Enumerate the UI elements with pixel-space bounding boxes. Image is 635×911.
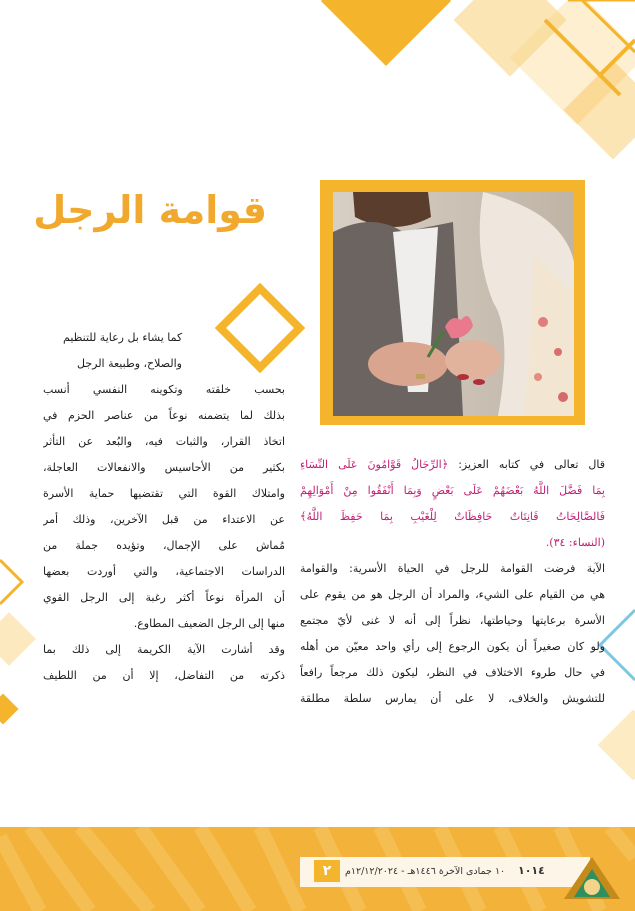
quran-verse-part-1: ﴿الرِّجَالُ قَوَّامُونَ عَلَى النِّسَاءِ [300, 458, 449, 471]
quote-line-1 [300, 452, 605, 478]
intro-text: قال تعالى في كتابه العزيز: [448, 458, 605, 471]
right-line-1: الآية فرضت القوامة للرجل في الحياة الأسرية: والقوامة [300, 562, 605, 575]
magazine-logo [560, 853, 624, 901]
left-line-14: ذكرته من التفاضل، إلا أن من اللطيف [43, 669, 285, 682]
left-line-5: اتخاذ القرار، والثبات فيه، والبُعد عن التأثر [43, 435, 285, 448]
left-line-13: وقد أشارت الآية الكريمة إلى ذلك بما [43, 643, 285, 656]
right-line-6: للتشويش والخلاف، لا على أن يمارس سلطة مطلقة [300, 692, 605, 705]
left-line-1: كما يشاء بل رعاية للتنظيم [63, 331, 183, 344]
left-line-3: بحسب خلقته وتكوينه النفسي أنسب [43, 383, 285, 396]
left-line-11: أن المرأة نوعاً أكثر رغبة إلى الرجل القوي [43, 591, 285, 604]
quran-verse-part-3: فَالصَّالِحَاتُ قَانِتَاتٌ حَافِظَاتٌ لِلْغَيْبِ بِمَا حَفِظَ اللَّهُ﴾ [300, 510, 605, 523]
left-line-2: والصلاح، وطبيعة الرجل [77, 357, 182, 370]
verse-citation: (النساء: ٣٤). [545, 536, 605, 549]
footer-date: ١٠ جمادى الآخرة ١٤٤٦هـ - ١٢/١٢/٢٠٢٤م [345, 866, 506, 877]
left-line-6: بكثير من الأحاسيس والانفعالات العاجلة، [43, 461, 285, 474]
page-number: ٢ [314, 860, 340, 882]
right-line-3: الأسرة برعايتها وحياطتها، نظراً إلى أنه لا غنى لأيّ مجتمع [300, 614, 605, 627]
top-decoration [300, 0, 635, 160]
left-line-12: منها إلى الرجل الضعيف المطاوع. [133, 617, 285, 630]
issue-number: ١٠١٤ [518, 864, 545, 877]
quran-verse-part-2: بِمَا فَضَّلَ اللَّهُ بَعْضَهُمْ عَلَى بَعْضٍ وَبِمَا أَنْفَقُوا مِنْ أَمْوَالِهِمْ [300, 484, 605, 497]
left-line-8: عن الاعتداء من قبل الآخرين، وذلك أمر [43, 513, 285, 526]
left-edge-decoration [0, 520, 40, 750]
left-line-10: الدراسات الاجتماعية، والتي أوردت بعضها [43, 565, 285, 578]
right-line-2: هي من القيام على الشيء، والمراد أن الرجل هو من يقوم على [300, 588, 605, 601]
article-title: قوامة الرجل [33, 188, 267, 232]
left-column [43, 325, 285, 689]
right-column [300, 452, 605, 712]
right-line-5: في حال طروء الاختلاف في النظر، ليكون ذلك مرجعاً رافعاً [300, 666, 605, 679]
couple-photo [333, 192, 574, 416]
left-line-9: مُماش على الإجمال، وتؤيده جملة من [43, 539, 285, 552]
left-line-7: وامتلاك القوة التي تقتضيها حماية الأسرة [43, 487, 285, 500]
left-line-4: بذلك لما يتضمنه نوعاً من عناصر الحزم في [43, 409, 285, 422]
right-line-4: ولو كان صغيراً أن يكون الرجوع إلى رأي واحد معيّن من أهله [300, 640, 605, 653]
